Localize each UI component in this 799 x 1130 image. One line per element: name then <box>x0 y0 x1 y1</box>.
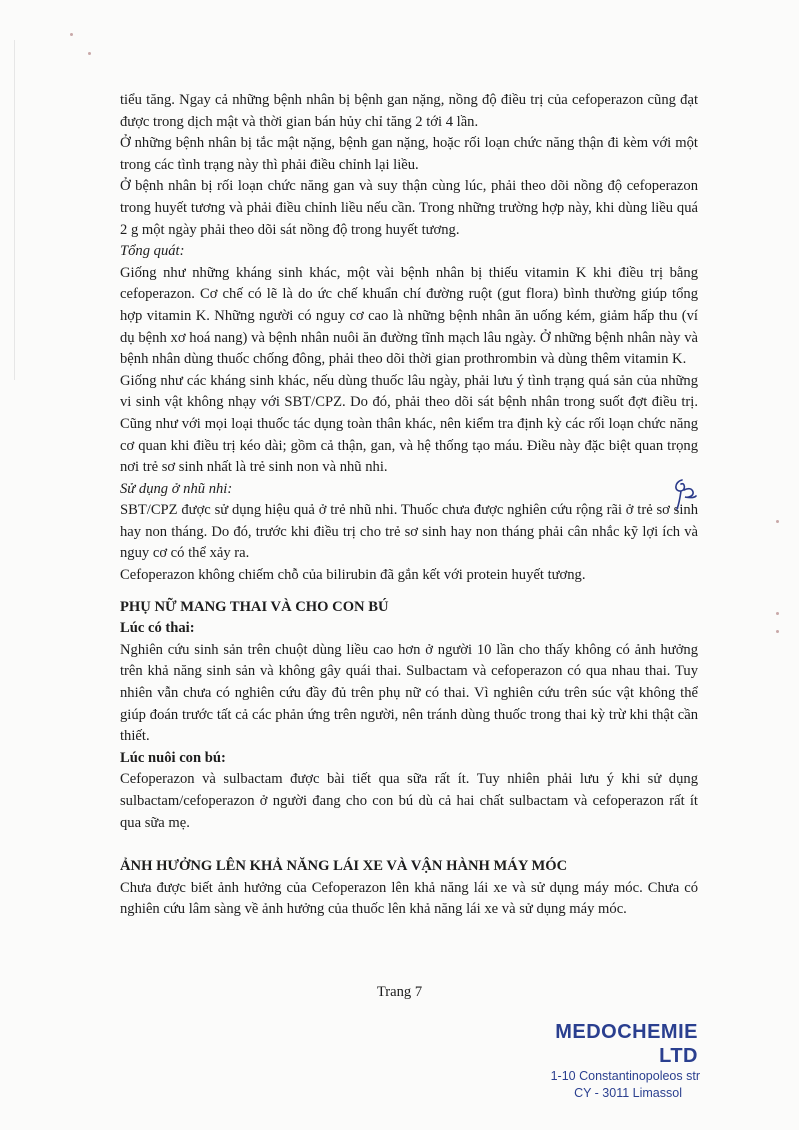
document-body <box>120 90 698 921</box>
page-number: Trang 7 <box>376 984 423 1000</box>
paragraph: Chưa được biết ảnh hưởng của Cefoperazon lên khả năng lái xe và sử dụng máy móc. Chưa có nghiên cứu lâm sàng về ảnh hưởng của thuốc lên khả năng lái xe và sử dụng máy móc. <box>120 879 698 918</box>
scan-speck <box>776 612 779 615</box>
stamp-address-line2: CY - 3011 Limassol <box>574 1086 682 1100</box>
scan-speck <box>88 52 91 55</box>
subheading-pregnant: Lúc có thai: <box>120 620 195 637</box>
scan-edge-line <box>14 40 15 380</box>
paragraph: Giống như những kháng sinh khác, một vài bệnh nhân bị thiếu vitamin K khi điều trị bằng cefoperazon. Cơ chế có lẽ là do ức chế khuẩn chí đường ruột (gut flora) bình thường giúp tổng hợp vitamin K. Những người có nguy cơ cao là những bệnh nhân ăn uống kém, giảm hấp thu (ví dụ bệnh xơ hoá nang) và bệnh nhân nuôi ăn đường tĩnh mạch lâu ngày. Ở những bệnh nhân này và bệnh nhân dùng thuốc chống đông, phải theo dõi thời gian prothrombin và dùng thêm vitamin K. <box>120 264 698 368</box>
section-heading-pregnancy: PHỤ NỮ MANG THAI VÀ CHO CON BÚ <box>120 598 389 615</box>
paragraph: Nghiên cứu sinh sản trên chuột dùng liều cao hơn ở người 10 lần cho thấy không có ảnh hưởng trên khả năng sinh sản và không gây quái thai. Sulbactam và cefoperazon có qua nhau thai. Tuy nhiên vẫn chưa có nghiên cứu đầy đủ trên phụ nữ có thai. Vì nghiên cứu trên súc vật không thể giúp đoán trước tất cả các phản ứng trên người, nên tránh dùng thuốc trong thai kỳ trừ khi thật cần thiết. <box>120 641 698 745</box>
paragraph: Giống như các kháng sinh khác, nếu dùng thuốc lâu ngày, phải lưu ý tình trạng quá sản của những vi sinh vật không nhạy với SBT/CPZ. Do đó, phải theo dõi sát bệnh nhân trong suốt đợt điều trị. Cũng như với mọi loại thuốc tác dụng toàn thân khác, nên kiểm tra định kỳ các rối loạn chức năng cơ quan khi điều trị kéo dài; gồm cả thận, gan, và hệ thống tạo máu. Điều này đặc biệt quan trọng nơi trẻ sơ sinh nhất là trẻ sinh non và nhũ nhi. <box>120 372 698 476</box>
subheading-nursing: Lúc nuôi con bú: <box>120 749 226 766</box>
section-heading-driving: ẢNH HƯỞNG LÊN KHẢ NĂNG LÁI XE VÀ VẬN HÀNH MÁY MÓC <box>120 858 568 875</box>
stamp-address-line1: 1-10 Constantinopoleos str <box>550 1069 700 1083</box>
paragraph: Ở bệnh nhân bị rối loạn chức năng gan và suy thận cùng lúc, phải theo dõi nồng độ cefoperazon trong huyết tương và phải điều chỉnh liều nếu cần. Trong những trường hợp này, khi dùng liều quá 2 g một ngày phải theo dõi sát nồng độ trong huyết tương. <box>120 178 698 238</box>
paragraph: SBT/CPZ được sử dụng hiệu quả ở trẻ nhũ nhi. Thuốc chưa được nghiên cứu rộng rãi ở trẻ sơ sinh hay non tháng. Do đó, trước khi điều trị cho trẻ sơ sinh hay non tháng phải cân nhắc kỹ lợi ích và nguy cơ có thể xảy ra. <box>120 502 698 562</box>
scan-speck <box>776 520 779 523</box>
paragraph: Ở những bệnh nhân bị tắc mật nặng, bệnh gan nặng, hoặc rối loạn chức năng thận đi kèm với một trong các tình trạng này thì phải điều chỉnh lại liều. <box>120 135 698 173</box>
subheading-general: Tổng quát: <box>120 243 185 260</box>
scan-speck <box>70 33 73 36</box>
paragraph: tiểu tăng. Ngay cả những bệnh nhân bị bệnh gan nặng, nồng độ điều trị của cefoperazon cũng đạt được trong dịch mật và thời gian bán hủy chỉ tăng 2 tới 4 lần. <box>120 92 698 130</box>
stamp-company: MEDOCHEMIE LTD <box>555 1021 698 1067</box>
scan-speck <box>776 630 779 633</box>
signature-initials <box>668 476 698 512</box>
company-stamp <box>520 1020 720 1102</box>
subheading-infant-use: Sử dụng ở nhũ nhi: <box>120 480 233 497</box>
paragraph: Cefoperazon và sulbactam được bài tiết qua sữa rất ít. Tuy nhiên phải lưu ý khi sử dụng sulbactam/cefoperazon ở người đang cho con bú dù cả hai chất sulbactam và cefoperazon rất ít qua sữa mẹ. <box>120 771 698 831</box>
paragraph: Cefoperazon không chiếm chỗ của bilirubin đã gắn kết với protein huyết tương. <box>120 567 586 584</box>
